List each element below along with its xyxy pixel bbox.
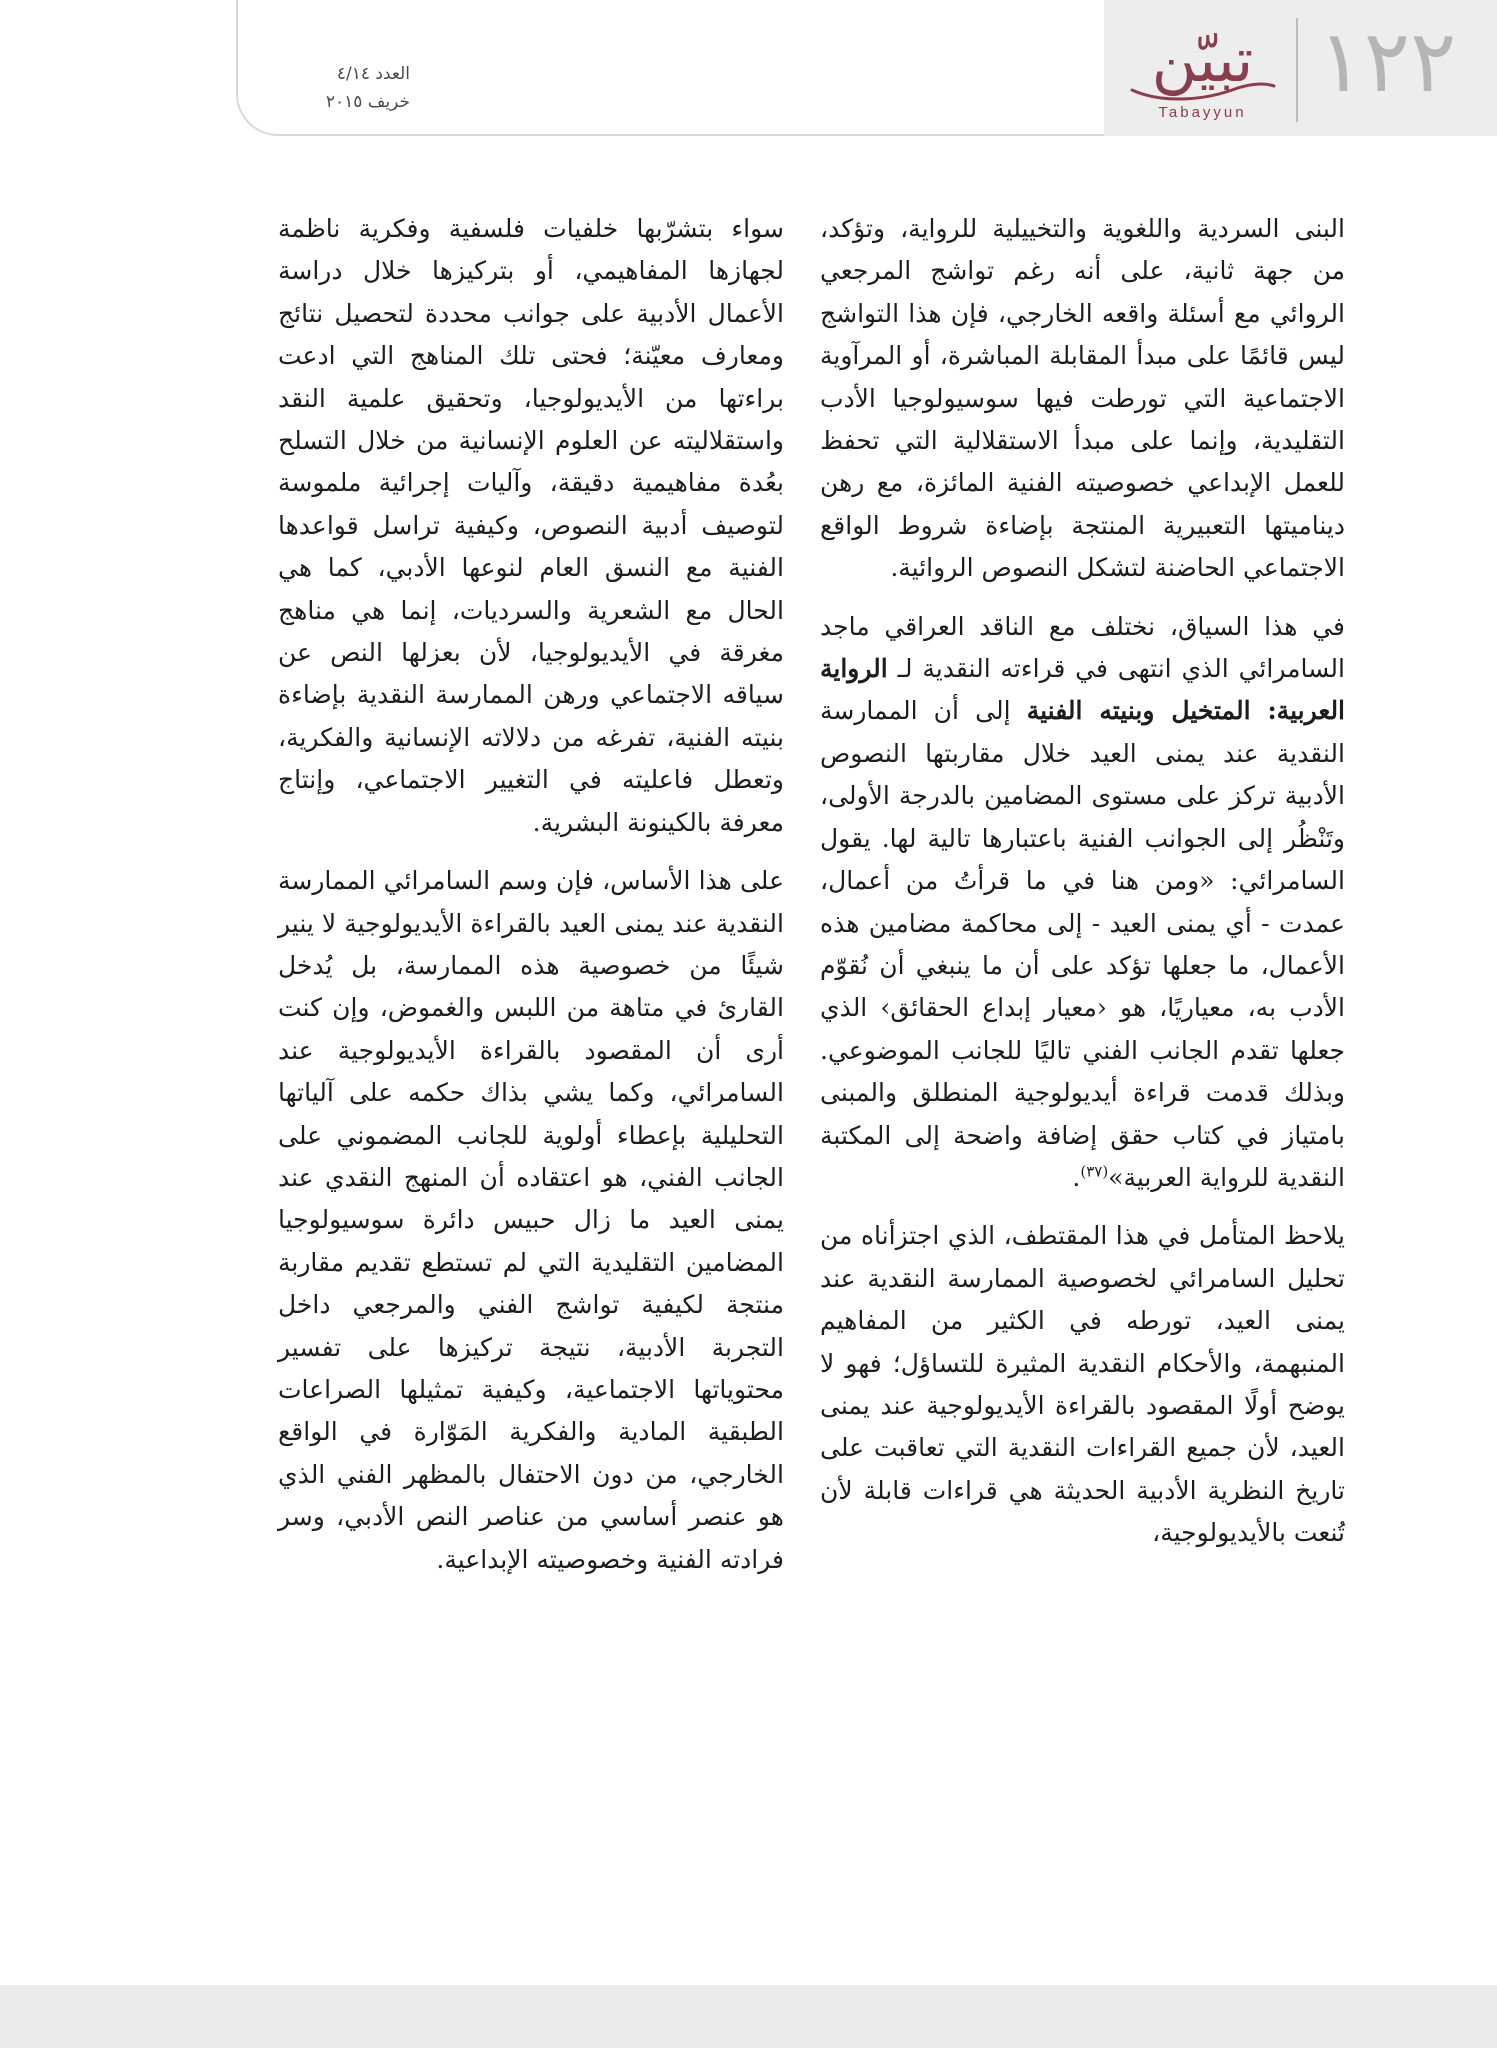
- paragraph: سواء بتشرّبها خلفيات فلسفية وفكرية ناظمة لجهازها المفاهيمي، أو بتركيزها خلال دراسة الأعمال الأدبية على جوانب محددة لتحصيل نتائج ومعارف معيّنة؛ فحتى تلك المناهج التي ادعت براءتها من الأيديولوجيا، وتحقيق علمية النقد واستقلاليته عن العلوم الإنسانية من خلال التسلح بعُدة مفاهيمية دقيقة، وآليات إجرائية ملموسة لتوصيف أدبية النصوص، وكيفية تراسل قواعدها الفنية مع النسق العام لنوعها الأدبي، كما هي الحال مع الشعرية والسرديات، إنما هي مناهج مغرقة في الأيديولوجيا، لأن بعزلها النص عن سياقه الاجتماعي ورهن الممارسة النقدية بإضاءة بنيته الفنية، تفرغه من دلالاته الإنسانية والفكرية، وتعطل فاعليته في التغيير الاجتماعي، وإنتاج معرفة بالكينونة البشرية.: [278, 214, 784, 837]
- article-column-left: [278, 208, 784, 1597]
- book-title: الرواية العربية: المتخيل وبنيته الفنية: [820, 654, 1346, 726]
- footer-band: [0, 1985, 1497, 2048]
- logo-arabic-word: تبيّن: [1151, 23, 1254, 96]
- paragraph: على هذا الأساس، فإن وسم السامرائي الممارسة النقدية عند يمنى العيد بالقراءة الأيديولوجية لا ينير شيئًا من خصوصية هذه الممارسة، بل يُدخل القارئ في متاهة من اللبس والغموض، وإن كنت أرى أن المقصود بالقراءة الأيديولوجية عند السامرائي، وكما يشي بذاك حكمه على آلياتها التحليلية بإعطاء أولوية للجانب المضموني على الجانب الفني، هو اعتقاده أن المنهج النقدي عند يمنى العيد ما زال حبيس دائرة سوسيولوجيا المضامين التقليدية التي لم تستطع تقديم مقاربة منتجة لكيفية تواشج الفني والمرجعي داخل التجربة الأدبية، نتيجة تركيزها على تفسير محتوياتها الاجتماعية، وكيفية تمثيلها الصراعات الطبقية المادية والفكرية المَوّارة في الواقع الخارجي، من دون الاحتفال بالمظهر الفني الذي هو عنصر أساسي من عناصر النص الأدبي، وسر فرادته الفنية وخصوصيته الإبداعية.: [278, 866, 784, 1574]
- logo-latin-word: Tabayyun: [1158, 104, 1247, 121]
- header-divider: [1296, 18, 1298, 122]
- paragraph-end: .: [1072, 1162, 1081, 1192]
- issue-number: العدد ٤/١٤: [336, 64, 410, 84]
- article-column-right: [820, 208, 1345, 1571]
- issue-info: [270, 60, 410, 120]
- journal-logo: [1120, 20, 1285, 130]
- footnote-marker: (٣٧): [1080, 1162, 1109, 1181]
- paragraph-text: في هذا السياق، نختلف مع الناقد العراقي ماجد السامرائي الذي انتهى في قراءته النقدية لـ: [820, 611, 1345, 684]
- page-number: ١٢٢: [1317, 12, 1457, 112]
- issue-season: خريف ٢٠١٥: [325, 92, 410, 112]
- paragraph-text: إلى أن الممارسة النقدية عند يمنى العيد خلال مقاربتها النصوص الأدبية تركز على مستوى المضامين بالدرجة الأولى، وتَنْظُر إلى الجوانب الفنية باعتبارها تالية لها. يقول السامرائي: «ومن هنا في ما قرأتُ من أعمال، عمدت - أي يمنى العيد - إلى محاكمة مضامين هذه الأعمال، ما جعلها تؤكد على أن ما ينبغي أن نُقوّم الأدب به، معياريًا، هو ‹معيار إبداع الحقائق› الذي جعلها تقدم الجانب الفني تاليًا للجانب الموضوعي. وبذلك قدمت قراءة أيديولوجية المنطلق والمبنى بامتياز في كتاب حقق إضافة واضحة إلى المكتبة النقدية للرواية العربية»: [820, 696, 1345, 1192]
- logo-swash-icon: [1128, 68, 1278, 108]
- paragraph: [820, 606, 1345, 1200]
- paragraph: البنى السردية واللغوية والتخييلية للرواية، وتؤكد، من جهة ثانية، على أنه رغم تواشج المرجعي الروائي مع أسئلة واقعه الخارجي، فإن هذا التواشج ليس قائمًا على مبدأ المقابلة المباشرة، أو المرآوية الاجتماعية التي تورطت فيها سوسيولوجيا الأدب التقليدية، وإنما على مبدأ الاستقلالية التي تحفظ للعمل الإبداعي خصوصيته الفنية المائزة، مع رهن ديناميتها التعبيرية المنتجة بإضاءة شروط الواقع الاجتماعي الحاضنة لتشكل النصوص الروائية.: [820, 214, 1345, 583]
- paragraph: يلاحظ المتأمل في هذا المقتطف، الذي اجتزأناه من تحليل السامرائي لخصوصية الممارسة النقدية عند يمنى العيد، تورطه في الكثير من المفاهيم المنبهمة، والأحكام النقدية المثيرة للتساؤل؛ فهو لا يوضح أولًا المقصود بالقراءة الأيديولوجية عند يمنى العيد، لأن جميع القراءات النقدية التي تعاقبت على تاريخ النظرية الأدبية الحديثة هي قراءات قابلة لأن تُنعت بالأيديولوجية،: [820, 1221, 1345, 1548]
